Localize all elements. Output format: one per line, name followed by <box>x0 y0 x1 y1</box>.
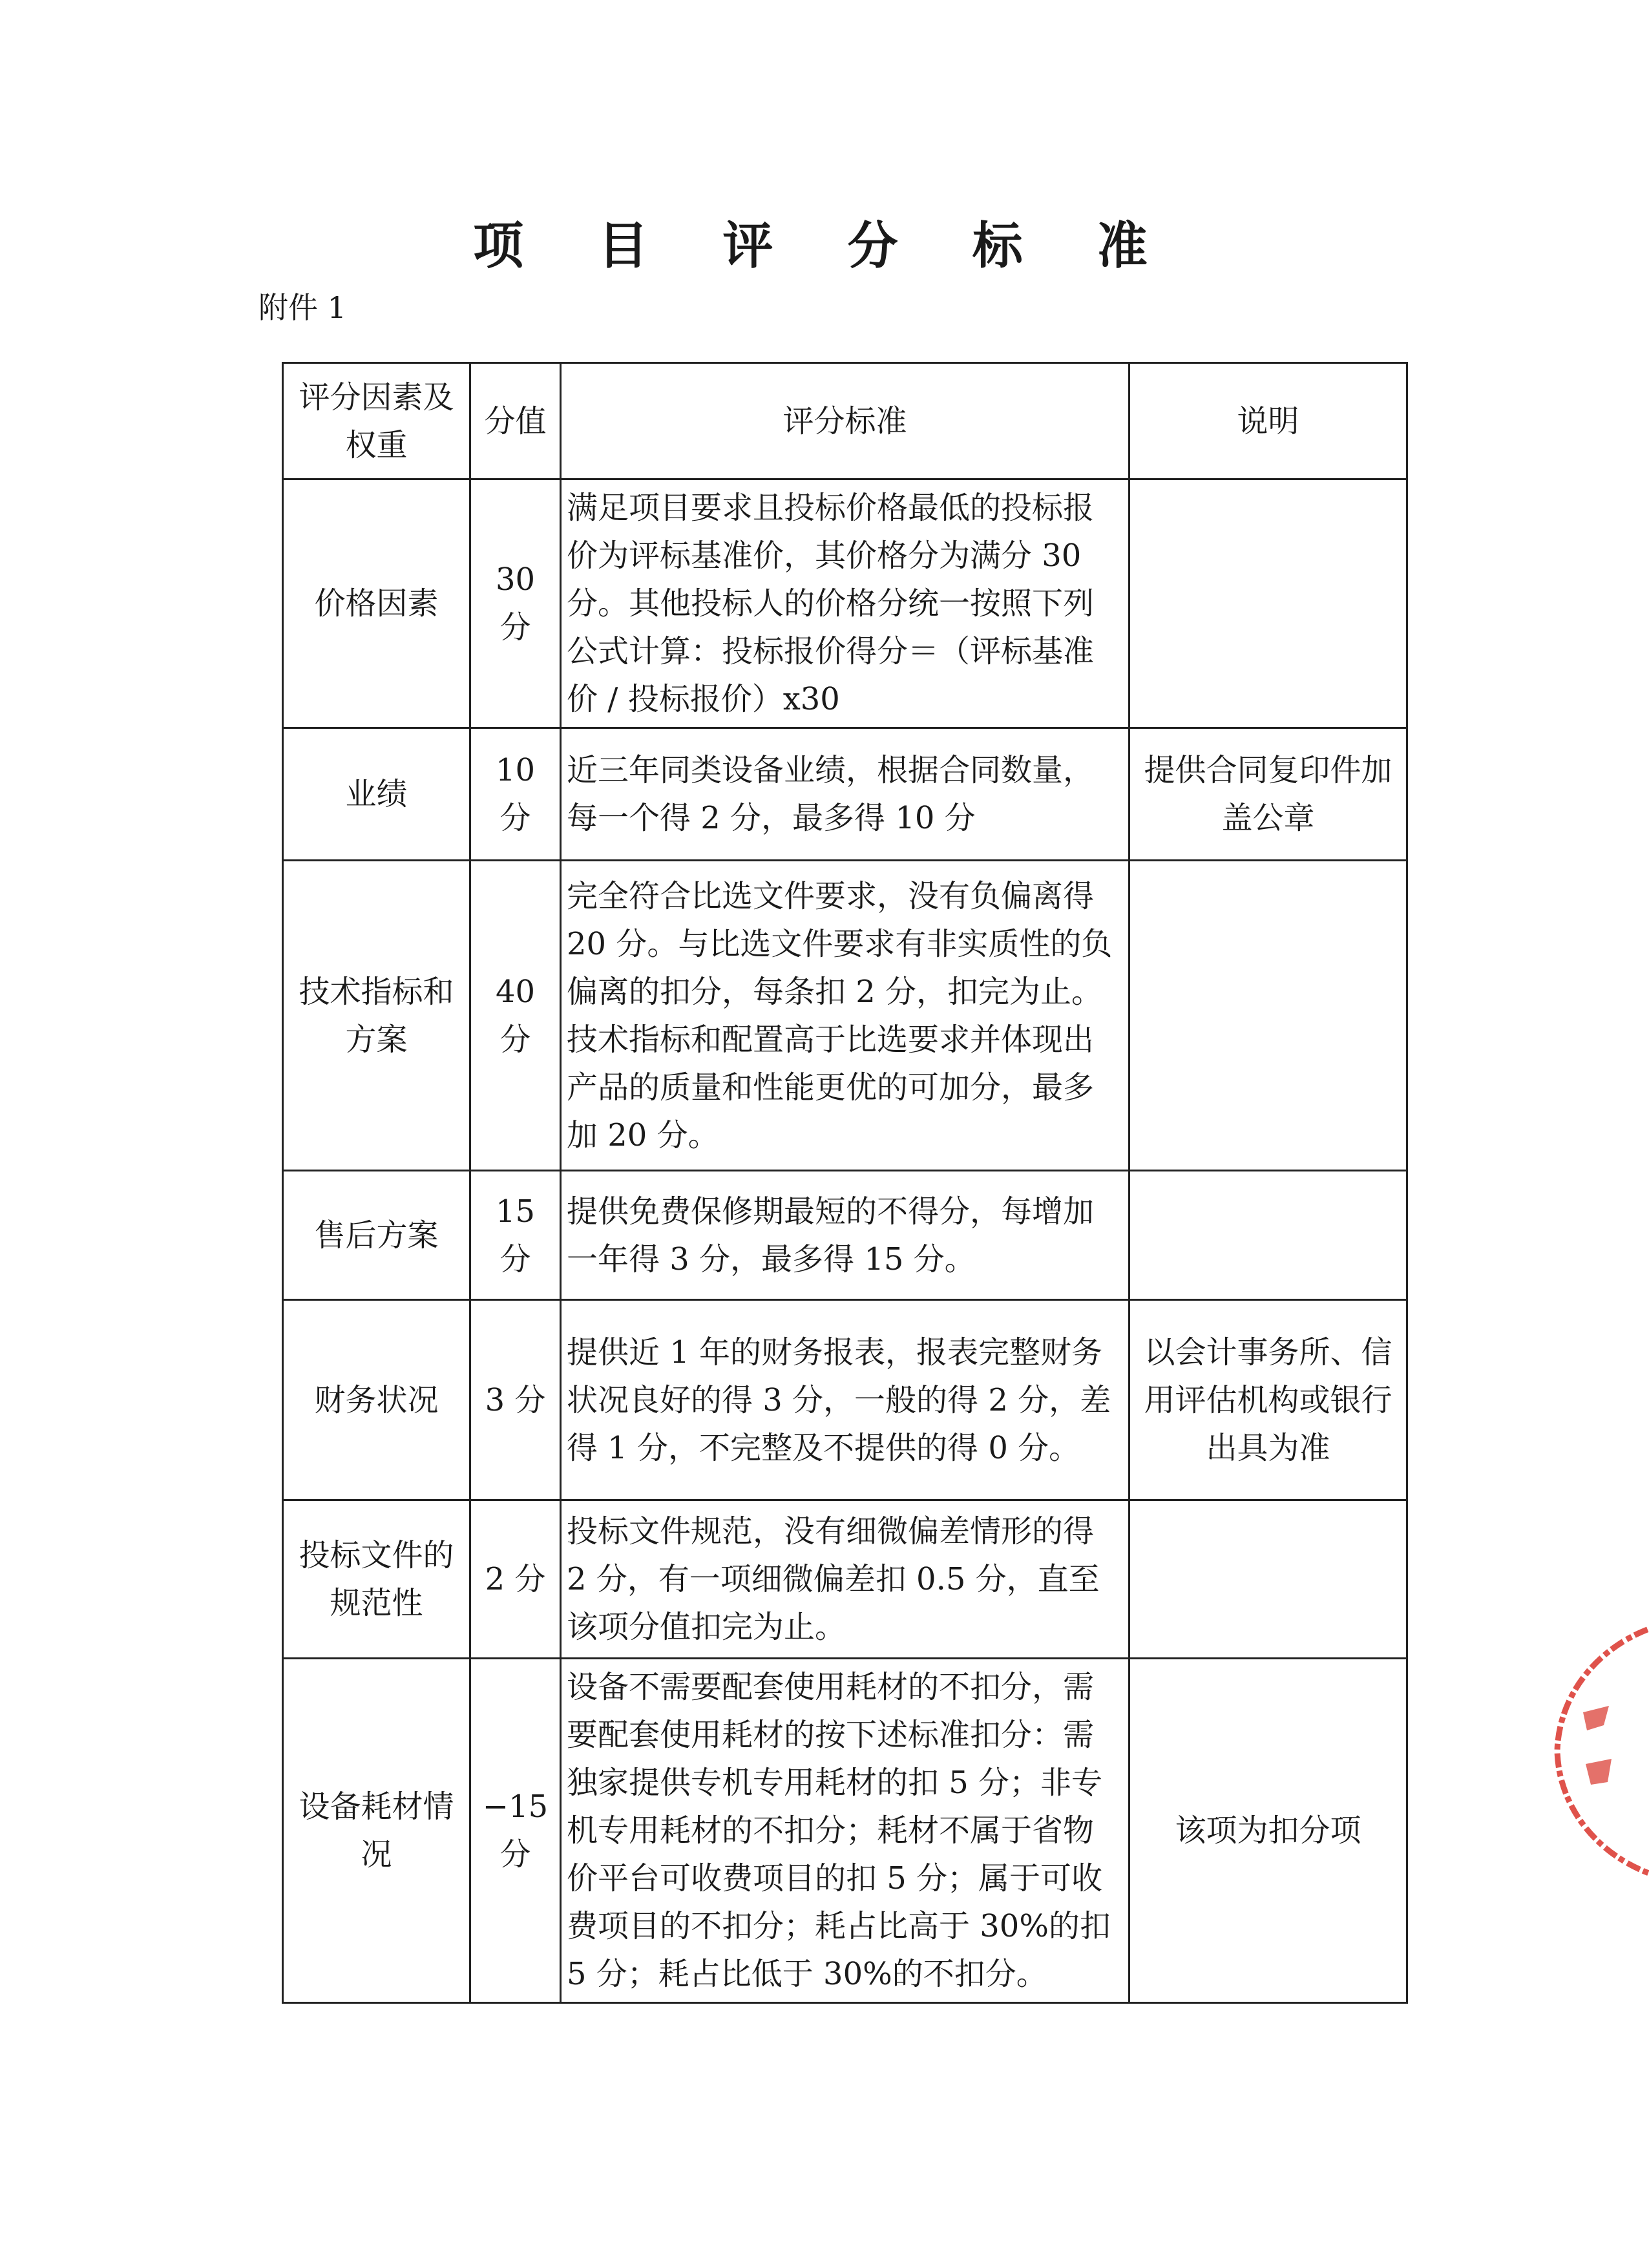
row-factor: 财务状况 <box>283 1300 470 1500</box>
row-factor: 技术指标和方案 <box>283 861 470 1171</box>
row-criteria: 提供免费保修期最短的不得分，每增加一年得 3 分，最多得 15 分。 <box>561 1171 1129 1300</box>
row-note <box>1129 479 1407 728</box>
row-score: −15 分 <box>470 1659 561 2003</box>
row-note: 以会计事务所、信用评估机构或银行出具为准 <box>1129 1300 1407 1500</box>
row-factor: 价格因素 <box>283 479 470 728</box>
page-title: 项 目 评 分 标 准 <box>473 217 1176 275</box>
scoring-table <box>282 362 1408 2004</box>
header-factor: 评分因素及权重 <box>283 363 470 479</box>
row-score: 40 分 <box>470 861 561 1171</box>
attachment-label: 附件 1 <box>258 290 346 325</box>
header-criteria: 评分标准 <box>561 363 1129 479</box>
row-factor: 售后方案 <box>283 1171 470 1300</box>
row-note: 提供合同复印件加盖公章 <box>1129 728 1407 861</box>
official-seal-stamp <box>1531 1615 1649 1887</box>
row-factor: 设备耗材情况 <box>283 1659 470 2003</box>
row-factor: 投标文件的规范性 <box>283 1500 470 1659</box>
row-note <box>1129 1171 1407 1300</box>
row-criteria: 设备不需要配套使用耗材的不扣分，需要配套使用耗材的按下述标准扣分：需独家提供专机专用耗材的扣 5 分；非专机专用耗材的不扣分；耗材不属于省物价平台可收费项目的扣 5 分；属于可收费项目的不扣分；耗占比高于 30%的扣 5 分；耗占比低于 30%的不扣分。 <box>561 1659 1129 2003</box>
table-row <box>283 728 1407 861</box>
header-note: 说明 <box>1129 363 1407 479</box>
table-header-row <box>283 363 1407 479</box>
stamp-mark <box>1583 1706 1612 1785</box>
table-row <box>283 861 1407 1171</box>
row-criteria: 完全符合比选文件要求，没有负偏离得 20 分。与比选文件要求有非实质性的负偏离的扣分，每条扣 2 分，扣完为止。技术指标和配置高于比选要求并体现出产品的质量和性能更优的可加分，最多加 20 分。 <box>561 861 1129 1171</box>
header-score: 分值 <box>470 363 561 479</box>
row-score: 30 分 <box>470 479 561 728</box>
table-row <box>283 1300 1407 1500</box>
row-factor: 业绩 <box>283 728 470 861</box>
row-criteria: 提供近 1 年的财务报表，报表完整财务状况良好的得 3 分，一般的得 2 分，差得 1 分，不完整及不提供的得 0 分。 <box>561 1300 1129 1500</box>
stamp-ring <box>1557 1622 1649 1880</box>
table-row <box>283 1171 1407 1300</box>
table-row <box>283 1659 1407 2003</box>
row-criteria: 满足项目要求且投标价格最低的投标报价为评标基准价，其价格分为满分 30 分。其他投标人的价格分统一按照下列公式计算：投标报价得分＝（评标基准价 / 投标报价）x30 <box>561 479 1129 728</box>
row-score: 2 分 <box>470 1500 561 1659</box>
row-note <box>1129 861 1407 1171</box>
table-row <box>283 1500 1407 1659</box>
row-criteria: 近三年同类设备业绩，根据合同数量，每一个得 2 分，最多得 10 分 <box>561 728 1129 861</box>
table-row <box>283 479 1407 728</box>
row-score: 15 分 <box>470 1171 561 1300</box>
row-note: 该项为扣分项 <box>1129 1659 1407 2003</box>
row-score: 10 分 <box>470 728 561 861</box>
row-score: 3 分 <box>470 1300 561 1500</box>
row-criteria: 投标文件规范，没有细微偏差情形的得 2 分，有一项细微偏差扣 0.5 分，直至该项分值扣完为止。 <box>561 1500 1129 1659</box>
row-note <box>1129 1500 1407 1659</box>
